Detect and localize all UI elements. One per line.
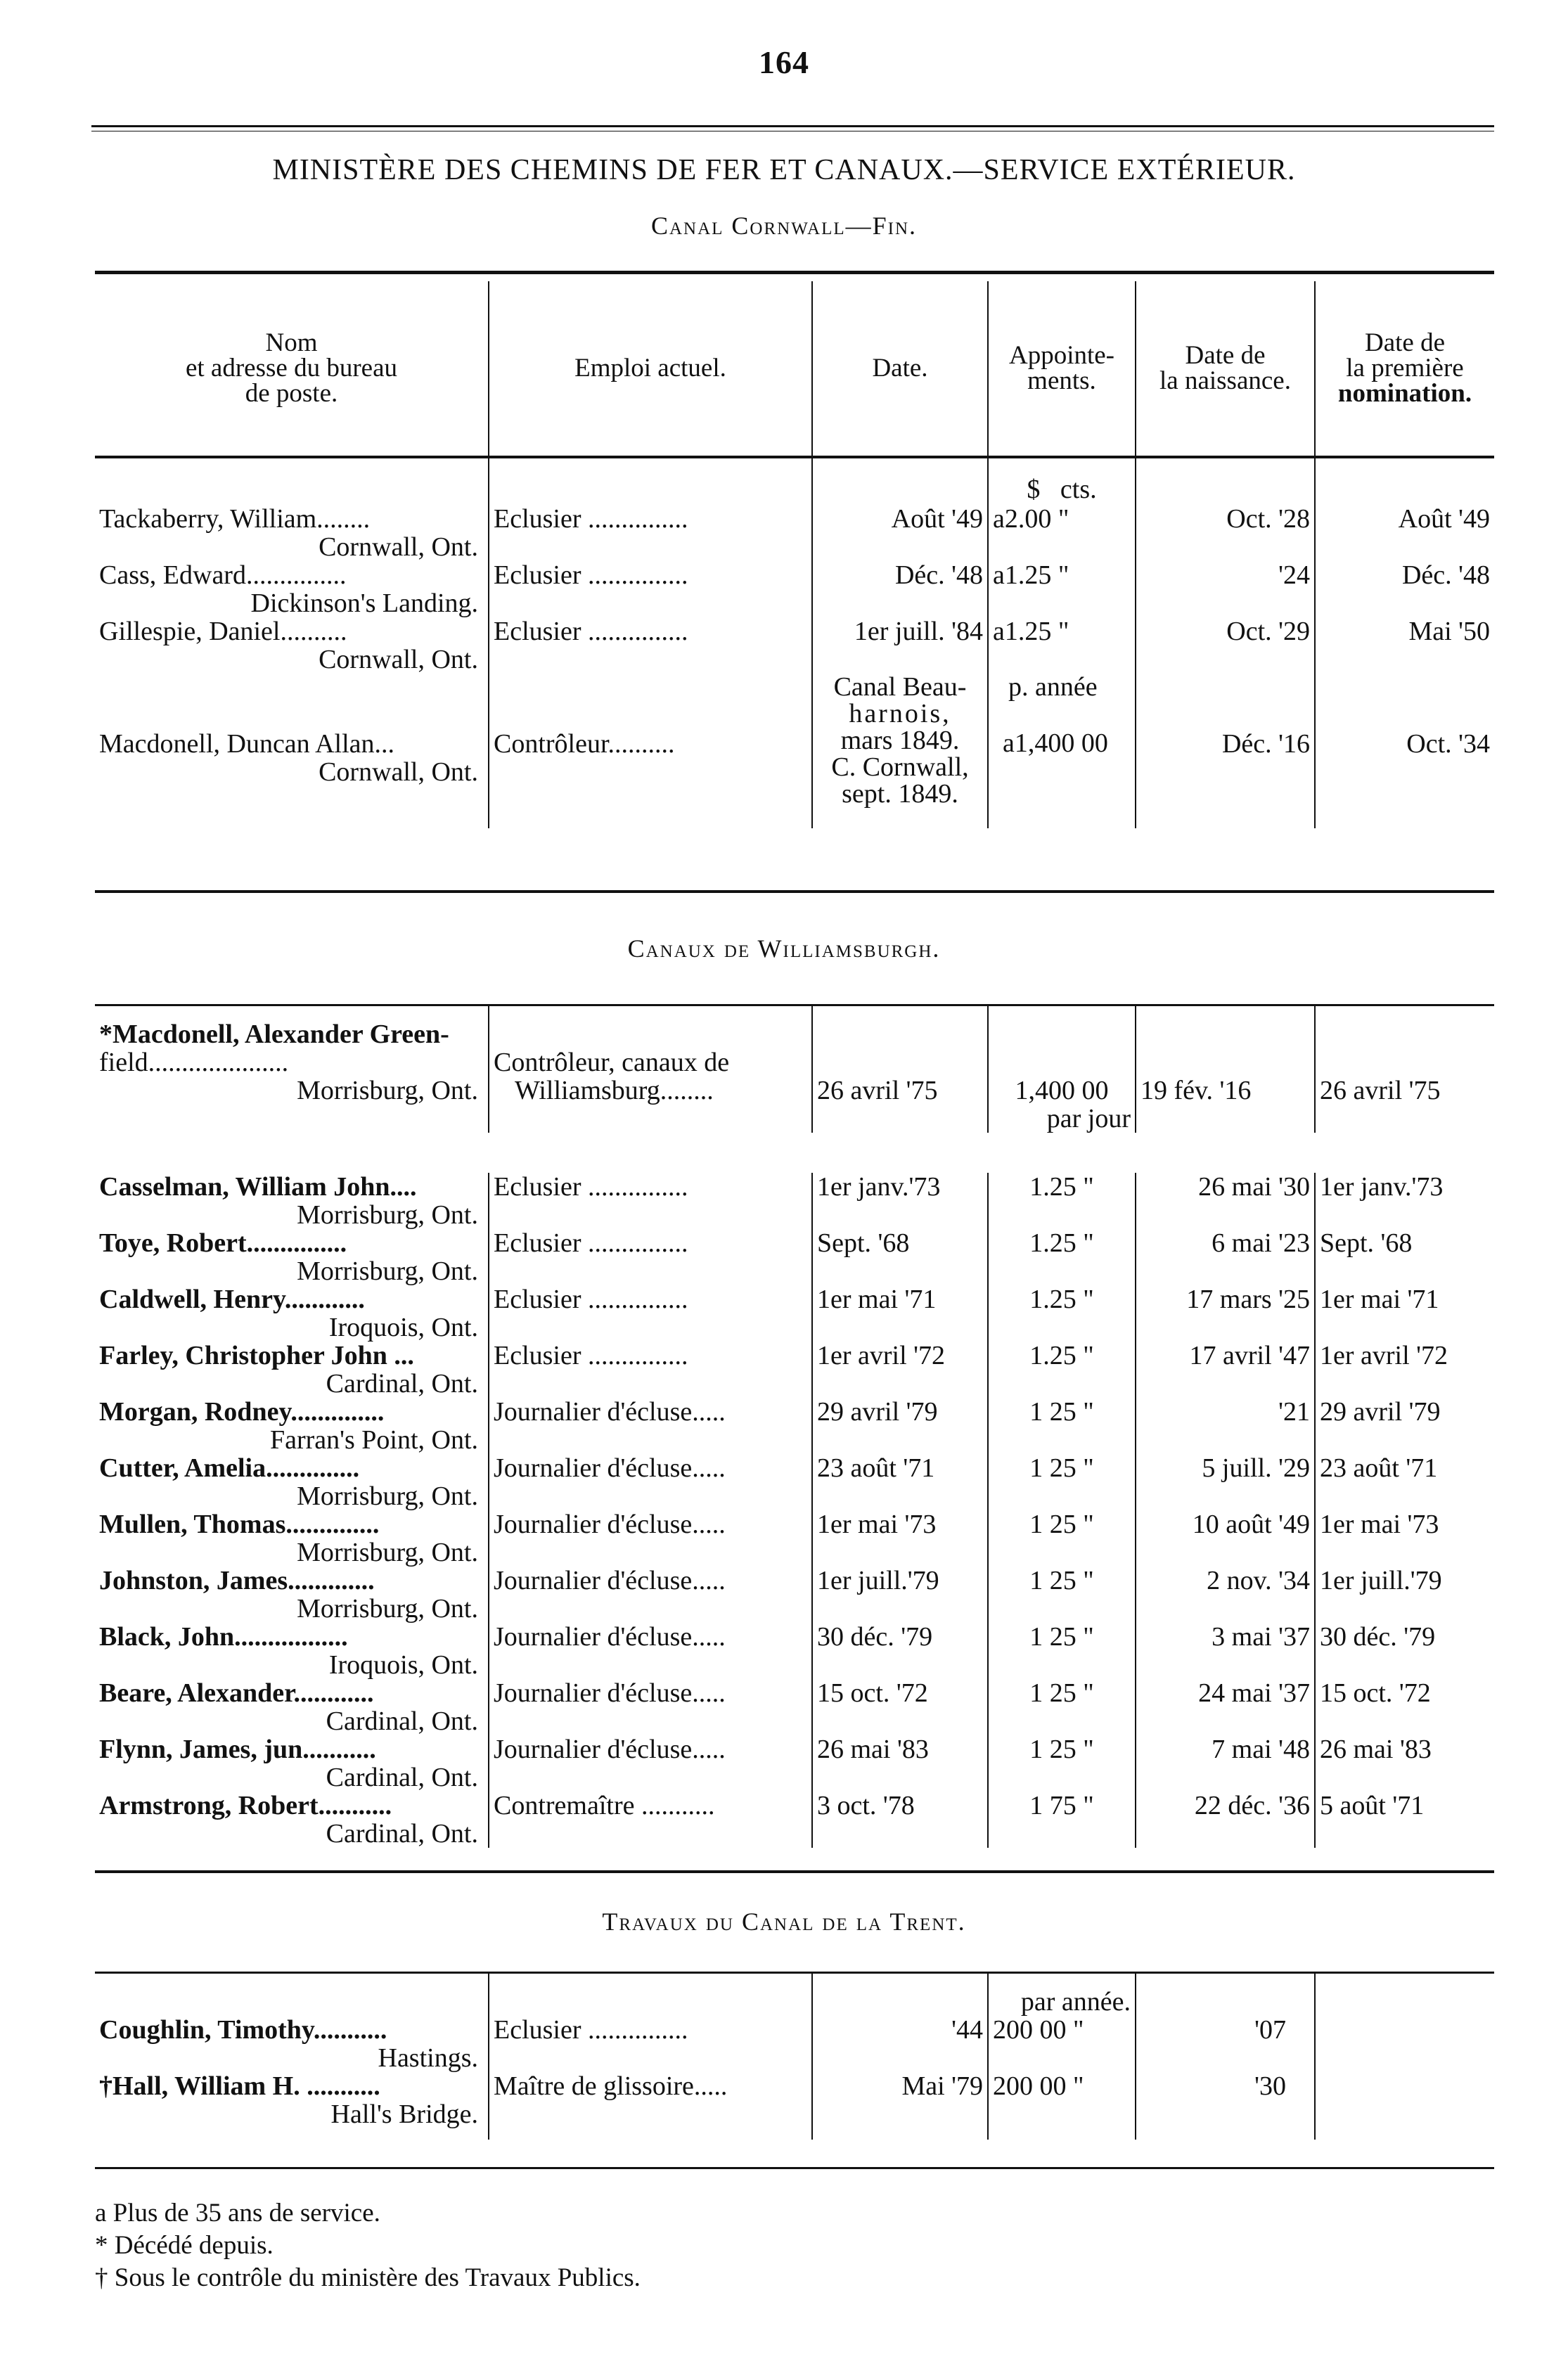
header-name: Nom et adresse du bureau de poste. xyxy=(185,328,397,408)
footnotes xyxy=(95,2197,641,2294)
table-header-row xyxy=(95,281,1494,457)
nomination-cell: 29 avril '79 xyxy=(1315,1398,1494,1454)
nomination-cell: 1er janv.'73 xyxy=(1315,1173,1494,1229)
table-row xyxy=(95,1735,1494,1792)
table-row-first: *Macdonell, Alexander Green- field..................... Morrisburg, Ont. Contrôleur, canaux de Williamsburg........ 26 avril '75 1,400 00 19 fév. '16 26 avril '75 xyxy=(95,1020,1494,1105)
section-title-cornwall: Canal Cornwall—Fin. xyxy=(650,212,918,240)
emploi-cell: Contremaître ........... xyxy=(489,1792,812,1848)
appt-cell: 1.25 " xyxy=(988,1342,1136,1398)
date-cell: 1er avril '72 xyxy=(812,1342,988,1398)
person-name: Armstrong, Robert........... xyxy=(99,1792,392,1820)
footnote: * Décédé depuis. xyxy=(95,2231,274,2260)
post-office-address: Iroquois, Ont. xyxy=(328,1313,478,1342)
name-cell xyxy=(95,1398,489,1454)
post-office-address: Cardinal, Ont. xyxy=(326,1706,478,1736)
post-office-address: Cardinal, Ont. xyxy=(326,1763,478,1792)
date-cell: 3 oct. '78 xyxy=(812,1792,988,1848)
post-office-address: Cardinal, Ont. xyxy=(326,1819,478,1849)
date-cell: 29 avril '79 xyxy=(812,1398,988,1454)
table-row xyxy=(95,1285,1494,1342)
header-nomination: Date de la première nomination. xyxy=(1315,281,1494,457)
post-office-address: Cardinal, Ont. xyxy=(326,1369,478,1399)
nomination-cell: 26 mai '83 xyxy=(1315,1735,1494,1792)
emploi-cell: Eclusier ............... xyxy=(489,1229,812,1285)
person-name: Toye, Robert............... xyxy=(99,1229,347,1257)
table-row xyxy=(95,1342,1494,1398)
name-cell xyxy=(95,1229,489,1285)
table-row xyxy=(95,1567,1494,1623)
per-year-label: par année. xyxy=(988,1988,1136,2016)
emploi-cell: Journalier d'écluse..... xyxy=(489,1510,812,1567)
naissance-cell: 3 mai '37 xyxy=(1136,1623,1315,1679)
table-row: Cass, Edward............... Dickinson's Landing. Eclusier ............... Déc. '48 a1.25 " '24 Déc. '48 xyxy=(95,561,1494,617)
nomination-cell: 15 oct. '72 xyxy=(1315,1679,1494,1735)
table-row: Coughlin, Timothy........... Hastings. Eclusier ............... '44 200 00 " '07 xyxy=(95,2016,1494,2072)
appt-cell: 1 25 " xyxy=(988,1398,1136,1454)
emploi-cell: Eclusier ............... xyxy=(489,1285,812,1342)
emploi-cell: Journalier d'écluse..... xyxy=(489,1679,812,1735)
page-title: MINISTÈRE DES CHEMINS DE FER ET CANAUX.—SERVICE EXTÉRIEUR. xyxy=(272,154,1296,186)
date-cell: 1er mai '73 xyxy=(812,1510,988,1567)
naissance-cell: '21 xyxy=(1136,1398,1315,1454)
appt-cell: 1 25 " xyxy=(988,1623,1136,1679)
person-name: Mullen, Thomas.............. xyxy=(99,1510,380,1538)
date-cell: 1er janv.'73 xyxy=(812,1173,988,1229)
date-cell: 26 mai '83 xyxy=(812,1735,988,1792)
name-cell xyxy=(95,1342,489,1398)
dollar-unit: $ xyxy=(1027,475,1041,504)
appt-cell: 1 25 " xyxy=(988,1510,1136,1567)
table-row xyxy=(95,1229,1494,1285)
name-cell xyxy=(95,1173,489,1229)
naissance-cell: 24 mai '37 xyxy=(1136,1679,1315,1735)
table-row xyxy=(95,1454,1494,1510)
cents-unit: cts. xyxy=(1060,475,1097,504)
person-name: Casselman, William John.... xyxy=(99,1173,417,1201)
table-row xyxy=(95,1398,1494,1454)
naissance-cell: 10 août '49 xyxy=(1136,1510,1315,1567)
nomination-cell: 1er mai '71 xyxy=(1315,1285,1494,1342)
name-cell xyxy=(95,1679,489,1735)
appt-cell: 1 75 " xyxy=(988,1792,1136,1848)
person-name: Black, John................. xyxy=(99,1623,348,1651)
nomination-cell: 1er mai '73 xyxy=(1315,1510,1494,1567)
post-office-address: Morrisburg, Ont. xyxy=(297,1594,478,1624)
footnote: † Sous le contrôle du ministère des Travaux Publics. xyxy=(95,2263,641,2292)
emploi-cell: Journalier d'écluse..... xyxy=(489,1398,812,1454)
table-row-macdonell: Macdonell, Duncan Allan... Cornwall, Ont. Contrôleur.......... Canal Beau- harnois, mars 1849. C. Cornwall, sept. 1849. p. année a1,400 00 Déc. '16 Oct. '34 xyxy=(95,674,1494,807)
name-cell xyxy=(95,1567,489,1623)
emploi-cell: Eclusier ............... xyxy=(489,1173,812,1229)
table-row: Tackaberry, William........ Cornwall, Ont. Eclusier ............... Août '49 a2.00 " Oct. '28 Août '49 xyxy=(95,505,1494,561)
header-date: Date. xyxy=(812,281,988,457)
williamsburgh-rows xyxy=(95,1173,1494,1848)
appt-cell: 1 25 " xyxy=(988,1679,1136,1735)
footer-rule xyxy=(95,2167,1494,2169)
appt-cell: 1 25 " xyxy=(988,1567,1136,1623)
name-cell xyxy=(95,1735,489,1792)
naissance-cell: 26 mai '30 xyxy=(1136,1173,1315,1229)
date-cell: 23 août '71 xyxy=(812,1454,988,1510)
williamsburgh-table xyxy=(95,1006,1494,1133)
nomination-cell: 1er juill.'79 xyxy=(1315,1567,1494,1623)
section-rule xyxy=(95,890,1494,893)
appt-cell: 1.25 " xyxy=(988,1229,1136,1285)
date-cell: 15 oct. '72 xyxy=(812,1679,988,1735)
nomination-cell: 1er avril '72 xyxy=(1315,1342,1494,1398)
header-naissance: Date de la naissance. xyxy=(1136,281,1315,457)
footnote: a Plus de 35 ans de service. xyxy=(95,2199,380,2227)
cornwall-table xyxy=(95,281,1494,828)
nomination-cell: 30 déc. '79 xyxy=(1315,1623,1494,1679)
naissance-cell: 5 juill. '29 xyxy=(1136,1454,1315,1510)
emploi-cell: Journalier d'écluse..... xyxy=(489,1735,812,1792)
person-name: Farley, Christopher John ... xyxy=(99,1342,414,1370)
date-cell: 1er mai '71 xyxy=(812,1285,988,1342)
nomination-cell: Sept. '68 xyxy=(1315,1229,1494,1285)
emploi-cell: Eclusier ............... xyxy=(489,1342,812,1398)
naissance-cell: 17 avril '47 xyxy=(1136,1342,1315,1398)
trent-table xyxy=(95,1974,1494,2140)
table-row xyxy=(95,1623,1494,1679)
date-cell: 30 déc. '79 xyxy=(812,1623,988,1679)
person-name: Cutter, Amelia.............. xyxy=(99,1454,360,1482)
table-row: †Hall, William H. ........... Hall's Bridge. Maître de glissoire..... Mai '79 200 00 " '30 xyxy=(95,2072,1494,2128)
appt-cell: 1.25 " xyxy=(988,1173,1136,1229)
units-row xyxy=(95,474,1494,505)
date-cell: 1er juill.'79 xyxy=(812,1567,988,1623)
post-office-address: Morrisburg, Ont. xyxy=(297,1538,478,1567)
table-top-rule xyxy=(95,271,1494,274)
emploi-cell: Journalier d'écluse..... xyxy=(489,1623,812,1679)
table-row xyxy=(95,1510,1494,1567)
header-appointements: Appointe- ments. xyxy=(988,281,1136,457)
appt-cell: 1.25 " xyxy=(988,1285,1136,1342)
name-cell xyxy=(95,1454,489,1510)
section-title-trent: Travaux du Canal de la Trent. xyxy=(602,1908,966,1936)
post-office-address: Iroquois, Ont. xyxy=(328,1650,478,1680)
naissance-cell: 6 mai '23 xyxy=(1136,1229,1315,1285)
section-rule xyxy=(95,1870,1494,1873)
page-number: 164 xyxy=(759,44,809,80)
per-year-row xyxy=(95,1988,1494,2016)
per-day-row xyxy=(95,1105,1494,1133)
naissance-cell: 17 mars '25 xyxy=(1136,1285,1315,1342)
appt-cell: 1 25 " xyxy=(988,1735,1136,1792)
person-name: Morgan, Rodney.............. xyxy=(99,1398,385,1426)
name-cell xyxy=(95,1510,489,1567)
person-name: Beare, Alexander............ xyxy=(99,1679,374,1707)
appt-cell: 1 25 " xyxy=(988,1454,1136,1510)
table-row xyxy=(95,1679,1494,1735)
table-row: Gillespie, Daniel.......... Cornwall, Ont. Eclusier ............... 1er juill. '84 a1.25 " Oct. '29 Mai '50 xyxy=(95,617,1494,674)
naissance-cell: 2 nov. '34 xyxy=(1136,1567,1315,1623)
section-title-williamsburgh: Canaux de Williamsburgh. xyxy=(627,934,941,963)
table-row xyxy=(95,1173,1494,1229)
date-cell: Sept. '68 xyxy=(812,1229,988,1285)
top-rule xyxy=(91,125,1494,127)
name-cell xyxy=(95,1792,489,1848)
nomination-cell: 5 août '71 xyxy=(1315,1792,1494,1848)
emploi-cell: Journalier d'écluse..... xyxy=(489,1454,812,1510)
post-office-address: Farran's Point, Ont. xyxy=(269,1425,478,1455)
post-office-address: Morrisburg, Ont. xyxy=(297,1256,478,1286)
person-name: Johnston, James............. xyxy=(99,1567,375,1595)
person-name: Flynn, James, jun........... xyxy=(99,1735,376,1763)
table-row xyxy=(95,1792,1494,1848)
emploi-cell: Journalier d'écluse..... xyxy=(489,1567,812,1623)
naissance-cell: 22 déc. '36 xyxy=(1136,1792,1315,1848)
name-cell xyxy=(95,1285,489,1342)
naissance-cell: 7 mai '48 xyxy=(1136,1735,1315,1792)
name-cell xyxy=(95,1623,489,1679)
person-name: Caldwell, Henry............ xyxy=(99,1285,365,1313)
per-day-label: par jour xyxy=(988,1105,1136,1133)
header-emploi: Emploi actuel. xyxy=(489,281,812,457)
nomination-cell: 23 août '71 xyxy=(1315,1454,1494,1510)
post-office-address: Morrisburg, Ont. xyxy=(297,1481,478,1511)
post-office-address: Morrisburg, Ont. xyxy=(297,1200,478,1230)
